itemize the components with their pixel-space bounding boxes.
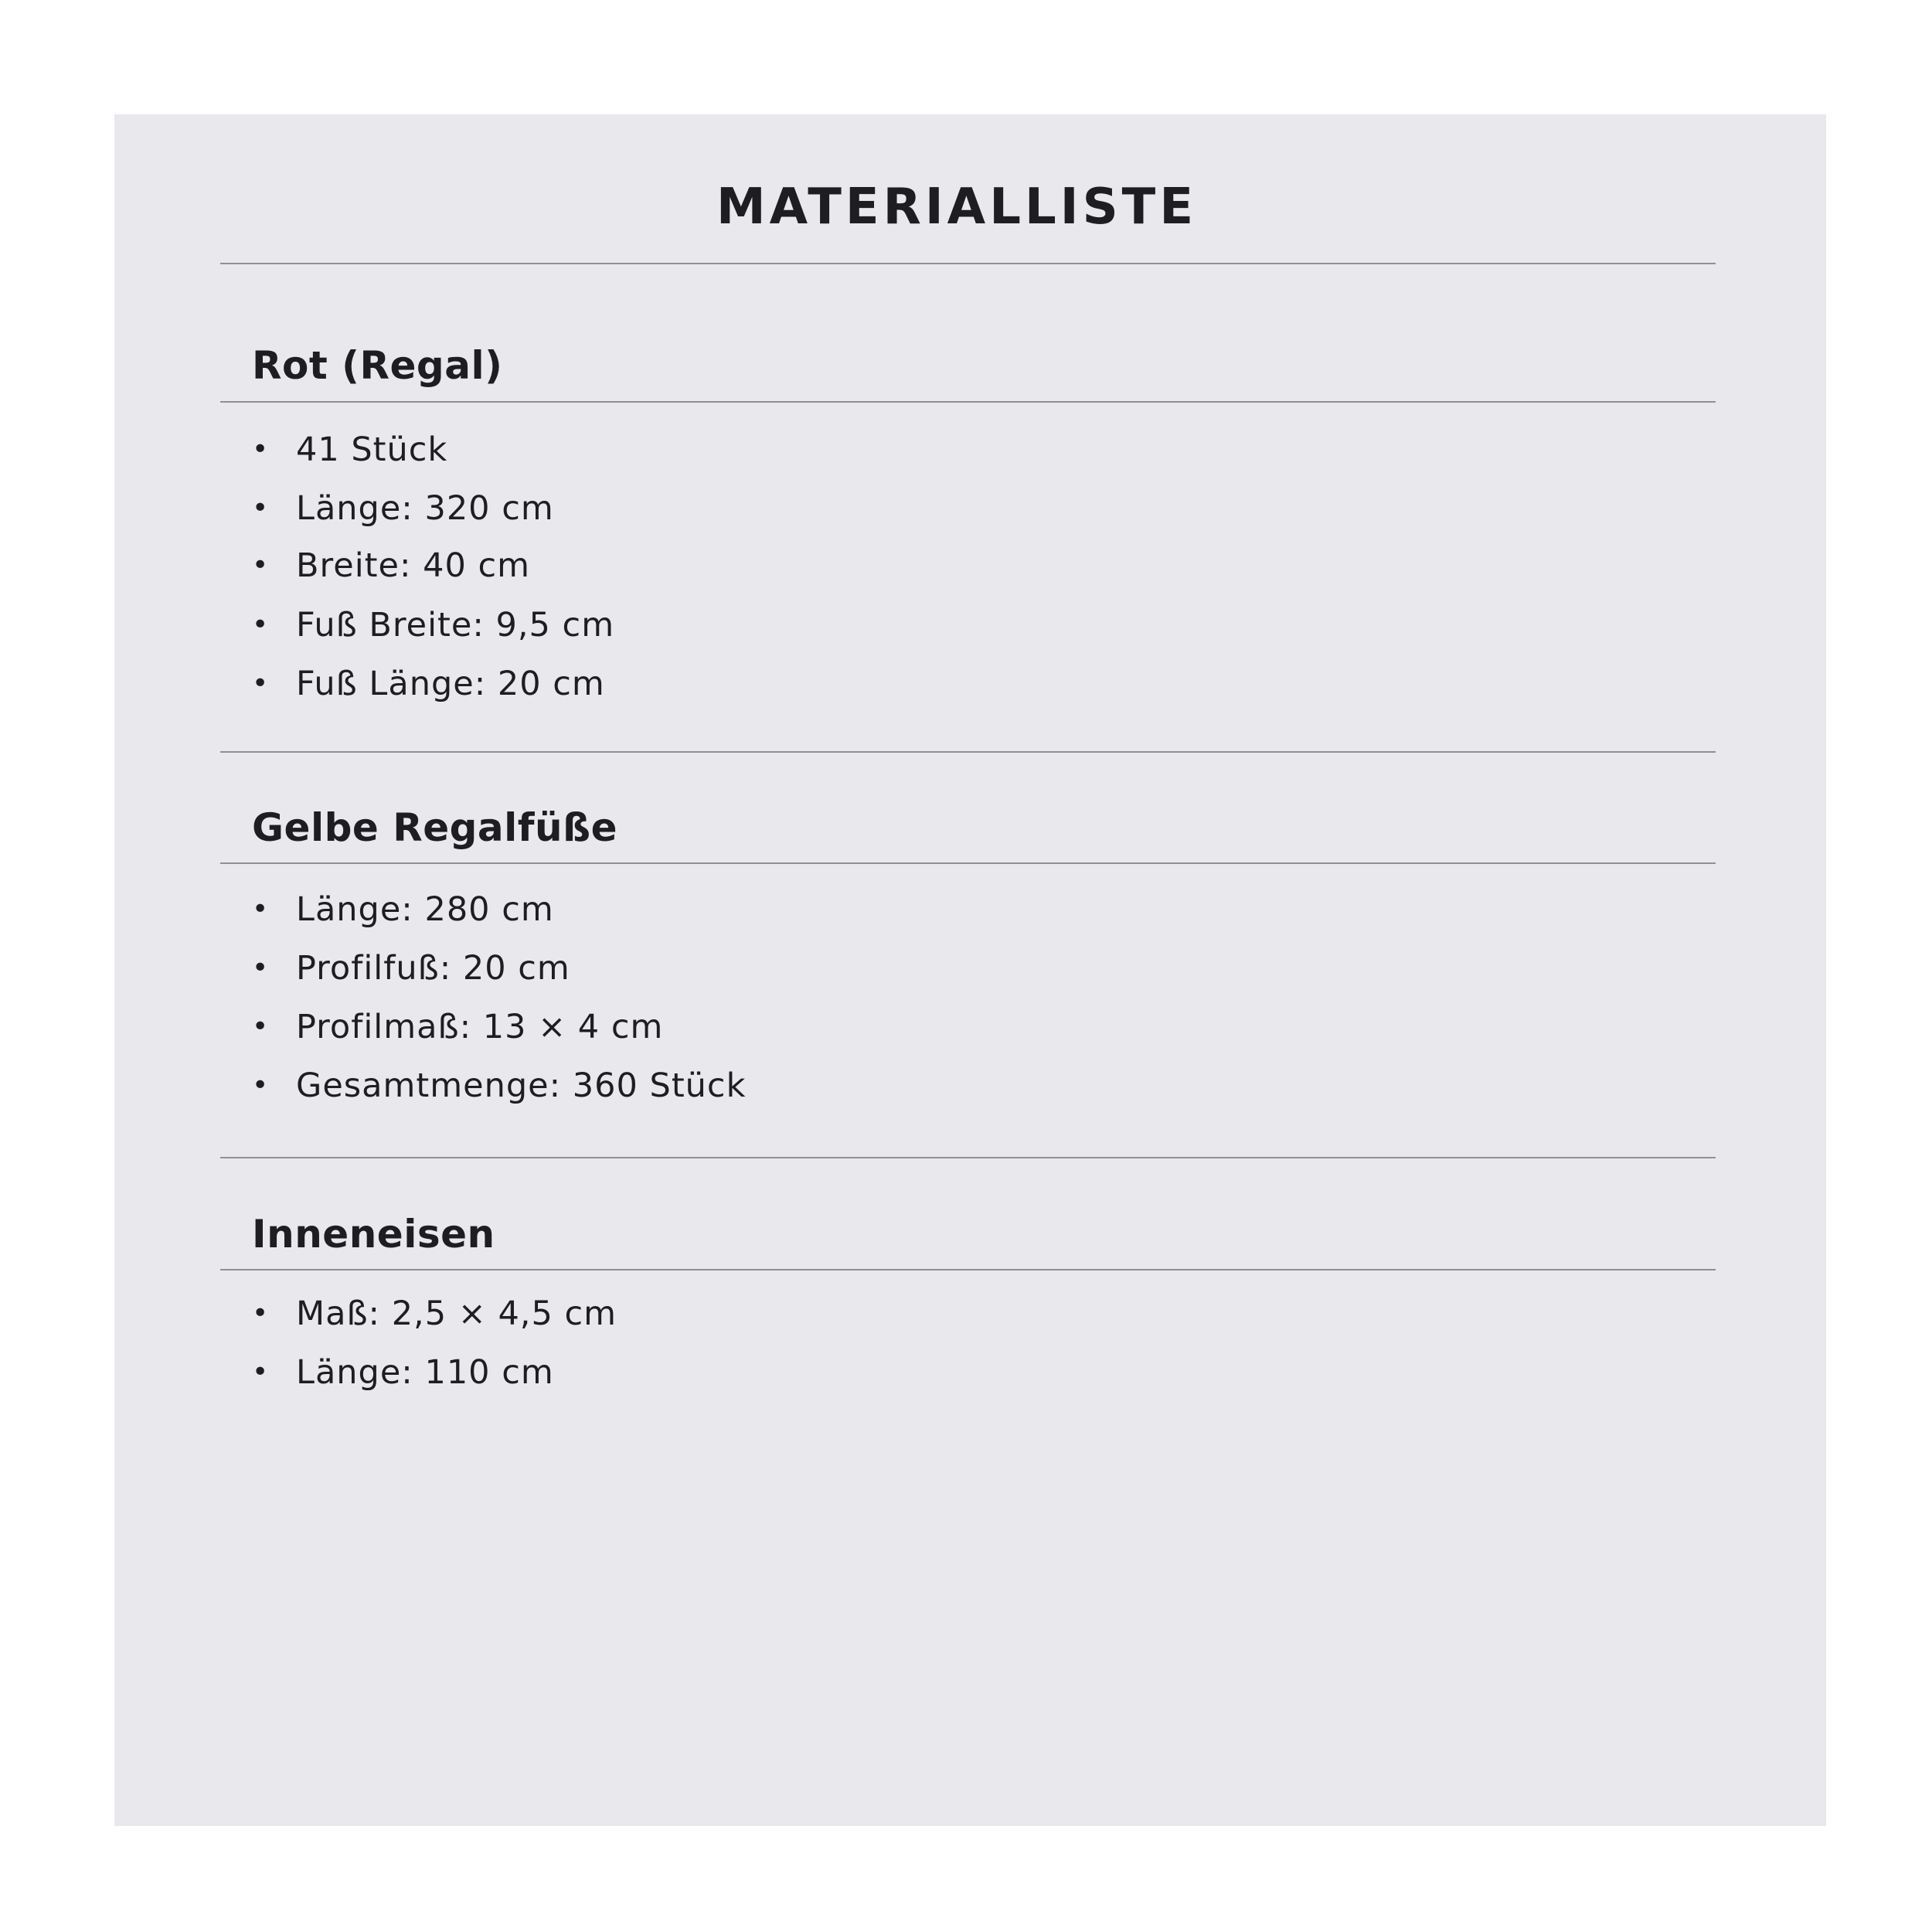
bullet-icon: • [252,609,270,641]
bullet-icon: • [252,1298,270,1329]
section-title-gelbe-regalfuesse: Gelbe Regalfüße [252,805,618,850]
list-item: • Länge: 280 cm [252,890,554,929]
section-header-divider [220,862,1716,864]
bullet-icon: • [252,893,270,925]
section-header-divider [220,1269,1716,1270]
bullet-icon: • [252,952,270,984]
list-item: • Profilmaß: 13 × 4 cm [252,1008,664,1046]
list-item: • Maß: 2,5 × 4,5 cm [252,1294,617,1333]
list-item: • Breite: 40 cm [252,546,531,585]
bullet-icon: • [252,1356,270,1388]
bullet-icon: • [252,1070,270,1101]
material-list-sheet [114,114,1826,1826]
section-header-divider [220,401,1716,403]
title-divider [220,263,1716,264]
list-item: • Länge: 320 cm [252,489,554,528]
section-divider [220,751,1716,753]
section-divider [220,1157,1716,1158]
bullet-icon: • [252,668,270,699]
bullet-icon: • [252,1011,270,1043]
list-item: • Fuß Breite: 9,5 cm [252,606,615,645]
page-title: MATERIALLISTE [716,179,1198,236]
bullet-icon: • [252,549,270,581]
bullet-icon: • [252,434,270,465]
section-title-inneneisen: Inneneisen [252,1212,495,1257]
list-item: • Gesamtmenge: 360 Stück [252,1066,747,1105]
list-item: • 41 Stück [252,430,448,469]
list-item: • Länge: 110 cm [252,1353,554,1392]
bullet-icon: • [252,492,270,524]
section-title-rot-regal: Rot (Regal) [252,343,503,388]
list-item: • Fuß Länge: 20 cm [252,665,605,703]
list-item: • Profilfuß: 20 cm [252,949,570,988]
